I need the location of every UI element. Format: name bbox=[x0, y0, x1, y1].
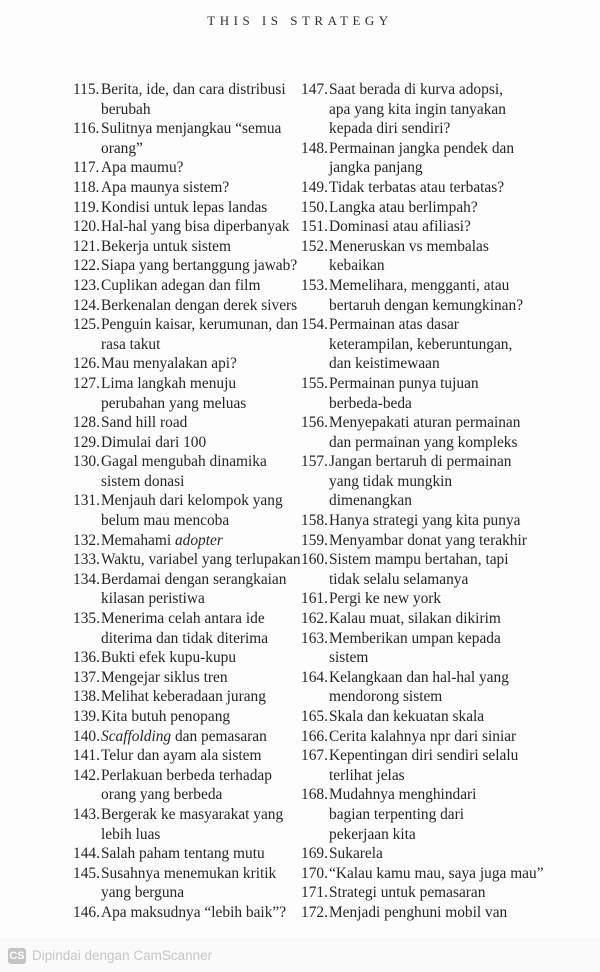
toc-item-text: Hal-hal yang bisa diperbanyak bbox=[101, 218, 290, 236]
toc-item-number: 151. bbox=[301, 218, 328, 236]
toc-item-text: Sulitnya menjangkau “semua orang” bbox=[101, 120, 282, 157]
toc-item bbox=[73, 491, 309, 530]
toc-item-text: Permainan punya tujuan berbeda-beda bbox=[329, 374, 479, 412]
toc-item bbox=[73, 237, 309, 257]
toc-item-number: 159. bbox=[301, 531, 328, 549]
toc-item-number: 130. bbox=[73, 453, 100, 471]
toc-item-text: Telur dan ayam ala sistem bbox=[101, 747, 262, 765]
toc-item-text: Scaffolding dan pemasaran bbox=[101, 727, 267, 745]
toc-item-number: 142. bbox=[73, 766, 100, 784]
toc-item bbox=[73, 158, 309, 178]
toc-item-text: Hanya strategi yang kita punya bbox=[329, 512, 521, 530]
toc-item-text: Gagal mengubah dinamika sistem donasi bbox=[101, 453, 267, 490]
toc-item bbox=[73, 648, 309, 668]
toc-item-text: Apa maunya sistem? bbox=[101, 178, 230, 196]
toc-item-number: 128. bbox=[73, 414, 100, 432]
toc-item-text: Langka atau berlimpah? bbox=[329, 198, 478, 216]
toc-item-number: 144. bbox=[73, 845, 100, 863]
toc-item-number: 127. bbox=[73, 374, 100, 392]
toc-item-number: 119. bbox=[73, 198, 100, 216]
toc-item bbox=[301, 217, 573, 237]
toc-item-text: Dominasi atau afiliasi? bbox=[329, 218, 471, 236]
toc-item-number: 150. bbox=[301, 198, 328, 216]
toc-item-number: 168. bbox=[301, 786, 328, 804]
toc-item-text: Dimulai dari 100 bbox=[101, 433, 207, 451]
toc-item bbox=[73, 256, 309, 276]
toc-item-text: “Kalau kamu mau, saya juga mau” bbox=[329, 864, 544, 882]
toc-item-text: Kalau muat, silakan dikirim bbox=[329, 610, 501, 628]
toc-item-text: Kita butuh penopang bbox=[101, 708, 231, 725]
toc-item bbox=[301, 864, 573, 884]
toc-item-number: 161. bbox=[301, 590, 328, 608]
toc-item-number: 123. bbox=[73, 276, 100, 294]
toc-item bbox=[73, 864, 309, 903]
toc-item bbox=[301, 511, 573, 531]
toc-item bbox=[301, 629, 573, 668]
toc-item-text: Bergerak ke masyarakat yang lebih luas bbox=[101, 805, 284, 843]
toc-item-text: Berita, ide, dan cara distribusi berubah bbox=[101, 81, 286, 118]
toc-item-text: Lima langkah menuju perubahan yang meluas bbox=[101, 374, 247, 412]
toc-item-text: Kepentingan diri sendiri selalu terlihat jelas bbox=[329, 747, 519, 784]
toc-item-text: Mengejar siklus tren bbox=[101, 668, 228, 686]
toc-item-text: Saat berada di kurva adopsi, apa yang kita ingin tanyakan kepada diri sendiri? bbox=[329, 81, 506, 138]
toc-item-number: 169. bbox=[301, 845, 328, 863]
toc-item-number: 172. bbox=[301, 903, 328, 921]
toc-item-number: 167. bbox=[301, 747, 328, 765]
toc-item-text: Strategi untuk pemasaran bbox=[329, 884, 486, 902]
toc-item-text: Meneruskan vs membalas kebaikan bbox=[329, 237, 489, 275]
toc-item-number: 133. bbox=[73, 551, 100, 569]
toc-item bbox=[301, 668, 573, 707]
toc-item-number: 153. bbox=[301, 276, 328, 294]
toc-item-number: 171. bbox=[301, 884, 328, 902]
toc-item-text: Jangan bertaruh di permainan yang tidak mungkin dimenangkan bbox=[329, 453, 512, 510]
toc-item-text: Perlakuan berbeda terhadap orang yang berbeda bbox=[101, 766, 272, 804]
toc-item bbox=[73, 687, 309, 707]
toc-item bbox=[73, 903, 309, 923]
toc-item bbox=[301, 785, 573, 844]
toc-item bbox=[301, 883, 573, 903]
toc-item bbox=[301, 727, 573, 747]
toc-item-number: 164. bbox=[301, 668, 328, 686]
toc-item bbox=[73, 198, 309, 218]
toc-item bbox=[73, 609, 309, 648]
toc-item bbox=[73, 178, 309, 198]
toc-item-number: 131. bbox=[73, 492, 100, 510]
toc-item-text: Salah paham tentang mutu bbox=[101, 845, 265, 863]
toc-item-text: Sukarela bbox=[329, 845, 383, 863]
toc-item bbox=[73, 707, 309, 727]
toc-item bbox=[73, 354, 309, 374]
toc-item bbox=[73, 570, 309, 609]
toc-item-text: Menerima celah antara ide diterima dan tidak diterima bbox=[101, 610, 269, 647]
toc-item bbox=[73, 746, 309, 766]
toc-item bbox=[73, 452, 309, 491]
toc-item bbox=[301, 80, 573, 139]
page-header-title: THIS IS STRATEGY bbox=[207, 13, 393, 28]
toc-item-text: Skala dan kekuatan skala bbox=[329, 708, 485, 725]
toc-item bbox=[73, 844, 309, 864]
toc-item bbox=[301, 903, 573, 923]
toc-left-column bbox=[73, 80, 309, 923]
toc-item bbox=[73, 668, 309, 688]
toc-item-number: 166. bbox=[301, 727, 328, 745]
toc-item bbox=[301, 315, 573, 374]
toc-item-number: 117. bbox=[73, 159, 100, 177]
toc-right-column bbox=[301, 80, 573, 923]
toc-item-text: Memberikan umpan kepada sistem bbox=[329, 629, 501, 667]
toc-item-text: Cerita kalahnya npr dari siniar bbox=[329, 727, 517, 745]
toc-item bbox=[73, 433, 309, 453]
toc-item bbox=[73, 296, 309, 316]
toc-item-text: Permainan atas dasar keterampilan, keberuntungan, dan keistimewaan bbox=[329, 316, 513, 373]
toc-item bbox=[301, 550, 573, 589]
toc-item-text: Siapa yang bertanggung jawab? bbox=[101, 257, 298, 275]
toc-item bbox=[73, 531, 309, 551]
toc-item-number: 149. bbox=[301, 178, 328, 196]
toc-item-number: 158. bbox=[301, 512, 328, 530]
toc-item-number: 121. bbox=[73, 237, 100, 255]
toc-item-text: Kelangkaan dan hal-hal yang mendorong sistem bbox=[329, 668, 509, 706]
toc-item-text: Mau menyalakan api? bbox=[101, 355, 237, 373]
toc-item-number: 135. bbox=[73, 610, 100, 628]
toc-item bbox=[301, 452, 573, 511]
camscanner-badge-icon: CS bbox=[9, 950, 25, 962]
toc-item-number: 155. bbox=[301, 374, 328, 392]
toc-item-number: 148. bbox=[301, 139, 328, 157]
toc-item-text: Sand hill road bbox=[101, 414, 188, 432]
toc-item-text: Berkenalan dengan derek sivers bbox=[101, 296, 298, 314]
toc-item-number: 163. bbox=[301, 629, 328, 647]
toc-item-number: 136. bbox=[73, 649, 100, 667]
toc-item-number: 145. bbox=[73, 864, 100, 882]
toc-item-text: Tidak terbatas atau terbatas? bbox=[329, 178, 505, 196]
toc-item-number: 118. bbox=[73, 178, 100, 196]
toc-item-number: 126. bbox=[73, 355, 100, 373]
toc-item-number: 125. bbox=[73, 316, 100, 334]
toc-item-text: Apa maumu? bbox=[101, 159, 184, 177]
toc-item bbox=[301, 276, 573, 315]
toc-item-text: Melihat keberadaan jurang bbox=[101, 688, 266, 706]
toc-item bbox=[301, 707, 573, 727]
toc-item bbox=[73, 413, 309, 433]
toc-item-number: 137. bbox=[73, 668, 100, 686]
toc-item-number: 165. bbox=[301, 708, 328, 725]
toc-item-text: Permainan jangka pendek dan jangka panjang bbox=[329, 139, 515, 177]
toc-item bbox=[73, 727, 309, 747]
toc-item-number: 162. bbox=[301, 610, 328, 628]
toc-item-number: 147. bbox=[301, 81, 328, 98]
toc-item bbox=[301, 374, 573, 413]
toc-item-text: Cuplikan adegan dan film bbox=[101, 276, 261, 294]
toc-item-number: 116. bbox=[73, 120, 100, 138]
toc-item-text: Kondisi untuk lepas landas bbox=[101, 198, 268, 216]
toc-item-number: 140. bbox=[73, 727, 100, 745]
toc-item-number: 157. bbox=[301, 453, 328, 471]
toc-item-text: Pergi ke new york bbox=[329, 590, 442, 608]
toc-item-number: 156. bbox=[301, 414, 328, 432]
toc-item bbox=[301, 413, 573, 452]
toc-item-number: 143. bbox=[73, 805, 100, 823]
toc-item bbox=[73, 550, 309, 570]
toc-item-number: 139. bbox=[73, 708, 100, 725]
toc-item bbox=[301, 198, 573, 218]
toc-item-number: 134. bbox=[73, 570, 100, 588]
toc-item bbox=[73, 374, 309, 413]
toc-item-text: Memelihara, mengganti, atau bertaruh dengan kemungkinan? bbox=[329, 276, 524, 314]
toc-item-text: Sistem mampu bertahan, tapi tidak selalu selamanya bbox=[329, 551, 509, 588]
toc-item-text: Berdamai dengan serangkaian kilasan peristiwa bbox=[101, 570, 287, 608]
toc-item bbox=[301, 237, 573, 276]
toc-item-number: 152. bbox=[301, 237, 328, 255]
toc-item-number: 132. bbox=[73, 531, 100, 549]
toc-item bbox=[73, 276, 309, 296]
toc-item-text: Bekerja untuk sistem bbox=[101, 237, 231, 255]
toc-item-text: Mudahnya menghindari bagian terpenting dari pekerjaan kita bbox=[329, 786, 477, 843]
toc-item bbox=[73, 315, 309, 354]
toc-item-number: 170. bbox=[301, 864, 328, 882]
toc-item-text: Susahnya menemukan kritik yang berguna bbox=[101, 864, 277, 902]
toc-item-number: 146. bbox=[73, 903, 100, 921]
toc-item-number: 141. bbox=[73, 747, 100, 765]
toc-item bbox=[301, 589, 573, 609]
toc-item-number: 154. bbox=[301, 316, 328, 334]
toc-item bbox=[73, 119, 309, 158]
toc-item-number: 124. bbox=[73, 296, 100, 314]
toc-item bbox=[301, 609, 573, 629]
toc-item-text: Menyepakati aturan permainan dan permainan yang kompleks bbox=[329, 414, 521, 451]
toc-item bbox=[73, 80, 309, 119]
toc-item-text: Bukti efek kupu-kupu bbox=[101, 649, 237, 667]
toc-item-number: 138. bbox=[73, 688, 100, 706]
toc-item-text: Waktu, variabel yang terlupakan bbox=[101, 551, 301, 569]
toc-item bbox=[301, 844, 573, 864]
toc-item bbox=[301, 178, 573, 198]
toc-item-text: Memahami adopter bbox=[101, 531, 223, 549]
toc-item-number: 120. bbox=[73, 218, 100, 236]
toc-item-number: 122. bbox=[73, 257, 100, 275]
toc-item bbox=[301, 746, 573, 785]
toc-item bbox=[301, 531, 573, 551]
toc-item-text: Menyambar donat yang terakhir bbox=[329, 531, 527, 549]
toc-item-text: Menjadi penghuni mobil van bbox=[329, 903, 508, 921]
toc-item-number: 129. bbox=[73, 433, 100, 451]
toc-item bbox=[301, 139, 573, 178]
toc-item-text: Menjauh dari kelompok yang belum mau mencoba bbox=[101, 492, 283, 530]
toc-item bbox=[73, 217, 309, 237]
toc-item-number: 115. bbox=[73, 81, 100, 98]
toc-item-text: Penguin kaisar, kerumunan, dan rasa takut bbox=[101, 316, 299, 353]
toc-item-number: 160. bbox=[301, 551, 328, 569]
toc-item-text: Apa maksudnya “lebih baik”? bbox=[101, 903, 287, 921]
toc-item bbox=[73, 766, 309, 805]
toc-item bbox=[73, 805, 309, 844]
camscanner-watermark-label: Dipindai dengan CamScanner bbox=[32, 948, 213, 963]
